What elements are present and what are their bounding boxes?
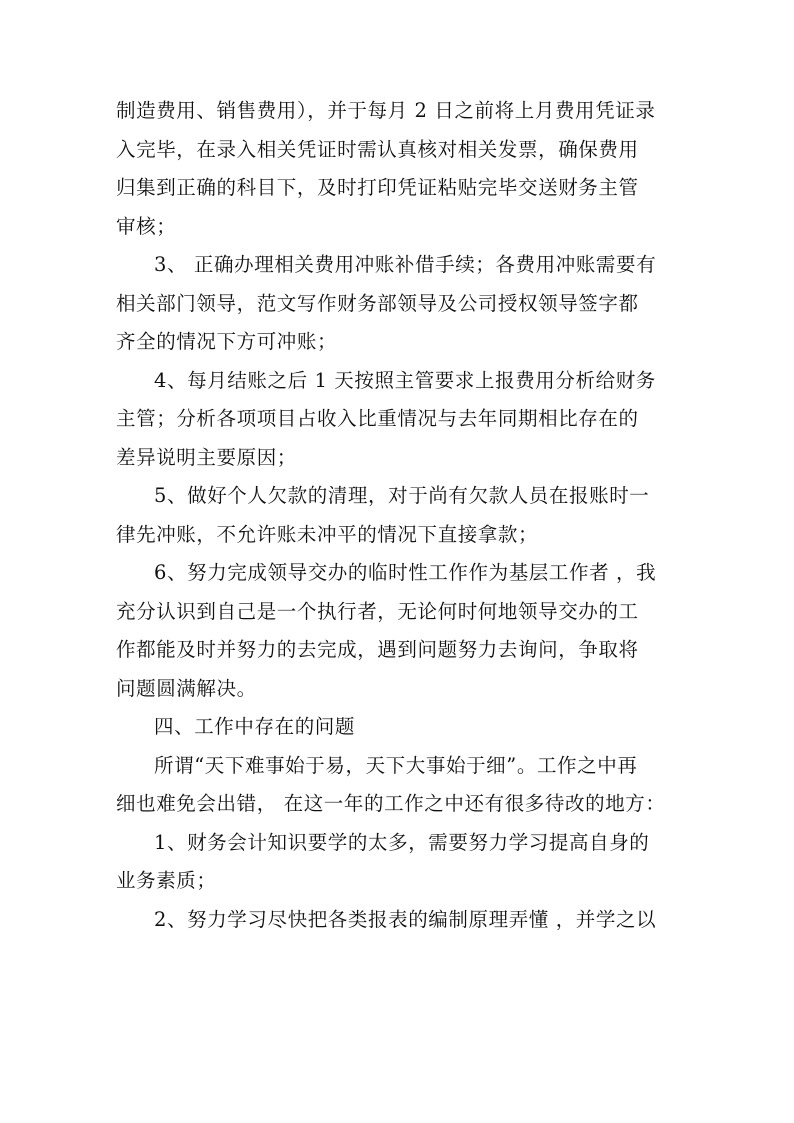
text-line: 5、做好个人欠款的清理，对于尚有欠款人员在报账时一 [154, 484, 650, 507]
text-line: 4、每月结账之后 1 天按照主管要求上报费用分析给财务 [154, 368, 656, 392]
section-heading: 四、工作中存在的问题 [154, 715, 356, 738]
text-line: 入完毕，在录入相关凭证时需认真核对相关发票，确保费用 [116, 137, 639, 161]
text-line: 归集到正确的科目下，及时打印凭证粘贴完毕交送财务主管 [116, 176, 639, 199]
text-line: 业务素质； [116, 869, 217, 892]
text-line: 审核； [116, 214, 177, 238]
text-line: 差异说明主要原因； [116, 445, 297, 469]
text-line: 2、努力学习尽快把各类报表的编制原理弄懂 ，并学之以 [154, 907, 657, 931]
text-line: 3、 正确办理相关费用冲账补借手续；各费用冲账需要有 [154, 253, 657, 276]
text-line: 律先冲账，不允许账未冲平的情况下直接拿款； [116, 522, 539, 546]
text-line: 作都能及时并努力的去完成，遇到问题努力去询问，争取将 [116, 638, 639, 661]
text-line: 1、财务会计知识要学的太多，需要努力学习提高自身的 [154, 830, 650, 854]
text-line: 充分认识到自己是一个执行者，无论何时何地领导交办的工 [116, 599, 639, 623]
text-line: 所谓“天下难事始于易，天下大事始于细”。工作之中再 [154, 753, 638, 777]
text-line: 制造费用、销售费用），并于每月 2 日之前将上月费用凭证录 [116, 99, 656, 122]
text-line: 细也难免会出错， 在这一年的工作之中还有很多待改的地方： [116, 792, 666, 815]
text-line: 齐全的情况下方可冲账； [116, 330, 338, 353]
text-line: 相关部门领导，范文写作财务部领导及公司授权领导签字都 [116, 291, 639, 315]
text-line: 6、努力完成领导交办的临时性工作作为基层工作者 ，我 [154, 561, 657, 584]
body-text [116, 92, 682, 939]
text-line: 问题圆满解决。 [116, 676, 257, 700]
text-line: 主管；分析各项项目占收入比重情况与去年同期相比存在的 [116, 407, 639, 430]
